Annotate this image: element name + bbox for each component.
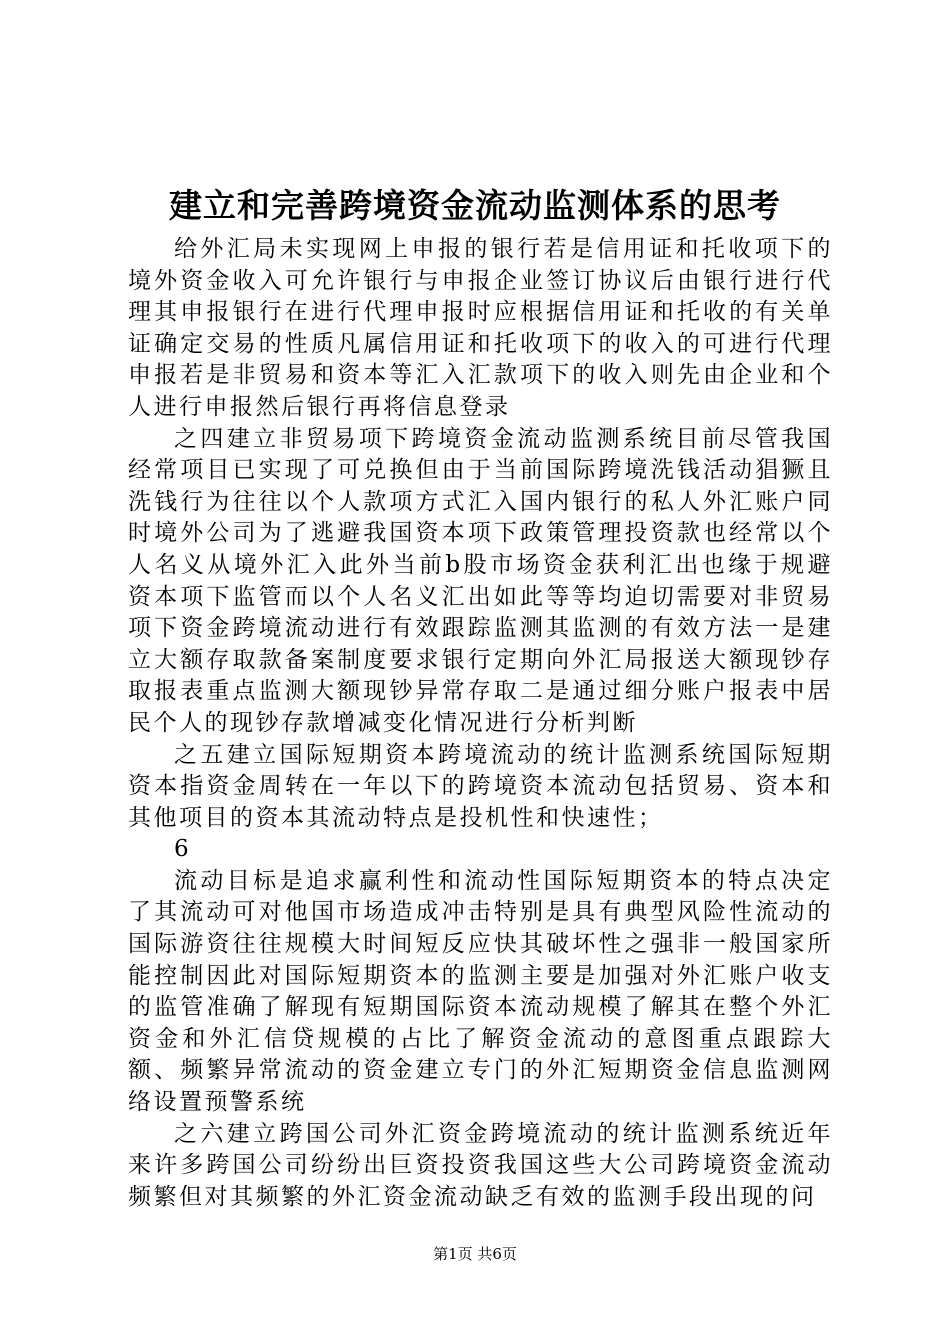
page-footer: 第1页 共6页 bbox=[433, 1245, 517, 1263]
document-title: 建立和完善跨境资金流动监测体系的思考 bbox=[169, 186, 781, 225]
document-body bbox=[128, 234, 833, 1213]
paragraph-1: 给外汇局未实现网上申报的银行若是信用证和托收项下的境外资金收入可允许银行与申报企业签订协议后由银行进行代理其申报银行在进行代理申报时应根据信用证和托收的有关单证确定交易的性质凡属信用证和托收项下的收入的可进行代理申报若是非贸易和资本等汇入汇款项下的收入则先由企业和个人进行申报然后银行再将信息登录 bbox=[128, 236, 833, 420]
paragraph-3: 之五建立国际短期资本跨境流动的统计监测系统国际短期资本指资金周转在一年以下的跨境资本流动包括贸易、资本和其他项目的资本其流动特点是投机性和快速性； bbox=[128, 741, 833, 831]
paragraph-number: 6 bbox=[174, 836, 192, 863]
paragraph-2: 之四建立非贸易项下跨境资金流动监测系统目前尽管我国经常项目已实现了可兑换但由于当前国际跨境洗钱活动猖獗且洗钱行为往往以个人款项方式汇入国内银行的私人外汇账户同时境外公司为了逃避我国资本项下政策管理投资款也经常以个人名义从境外汇入此外当前b股市场资金获利汇出也缘于规避资本项下监管而以个人名义汇出如此等等均迫切需要对非贸易项下资金跨境流动进行有效跟踪监测其监测的有效方法一是建立大额存取款备案制度要求银行定期向外汇局报送大额现钞存取报表重点监测大额现钞异常存取二是通过细分账户报表中居民个人的现钞存款增减变化情况进行分析判断 bbox=[128, 425, 833, 736]
paragraph-4: 流动目标是追求赢利性和流动性国际短期资本的特点决定了其流动可对他国市场造成冲击特别是具有典型风险性流动的国际游资往往规模大时间短反应快其破坏性之强非一般国家所能控制因此对国际短期资本的监测主要是加强对外汇账户收支的监管准确了解现有短期国际资本流动规模了解其在整个外汇资金和外汇信贷规模的占比了解资金流动的意图重点跟踪大额、频繁异常流动的资金建立专门的外汇短期资金信息监测网络设置预警系统 bbox=[128, 867, 833, 1116]
paragraph-5: 之六建立跨国公司外汇资金跨境流动的统计监测系统近年来许多跨国公司纷纷出巨资投资我国这些大公司跨境资金流动频繁但对其频繁的外汇资金流动缺乏有效的监测手段出现的问 bbox=[128, 1120, 833, 1210]
